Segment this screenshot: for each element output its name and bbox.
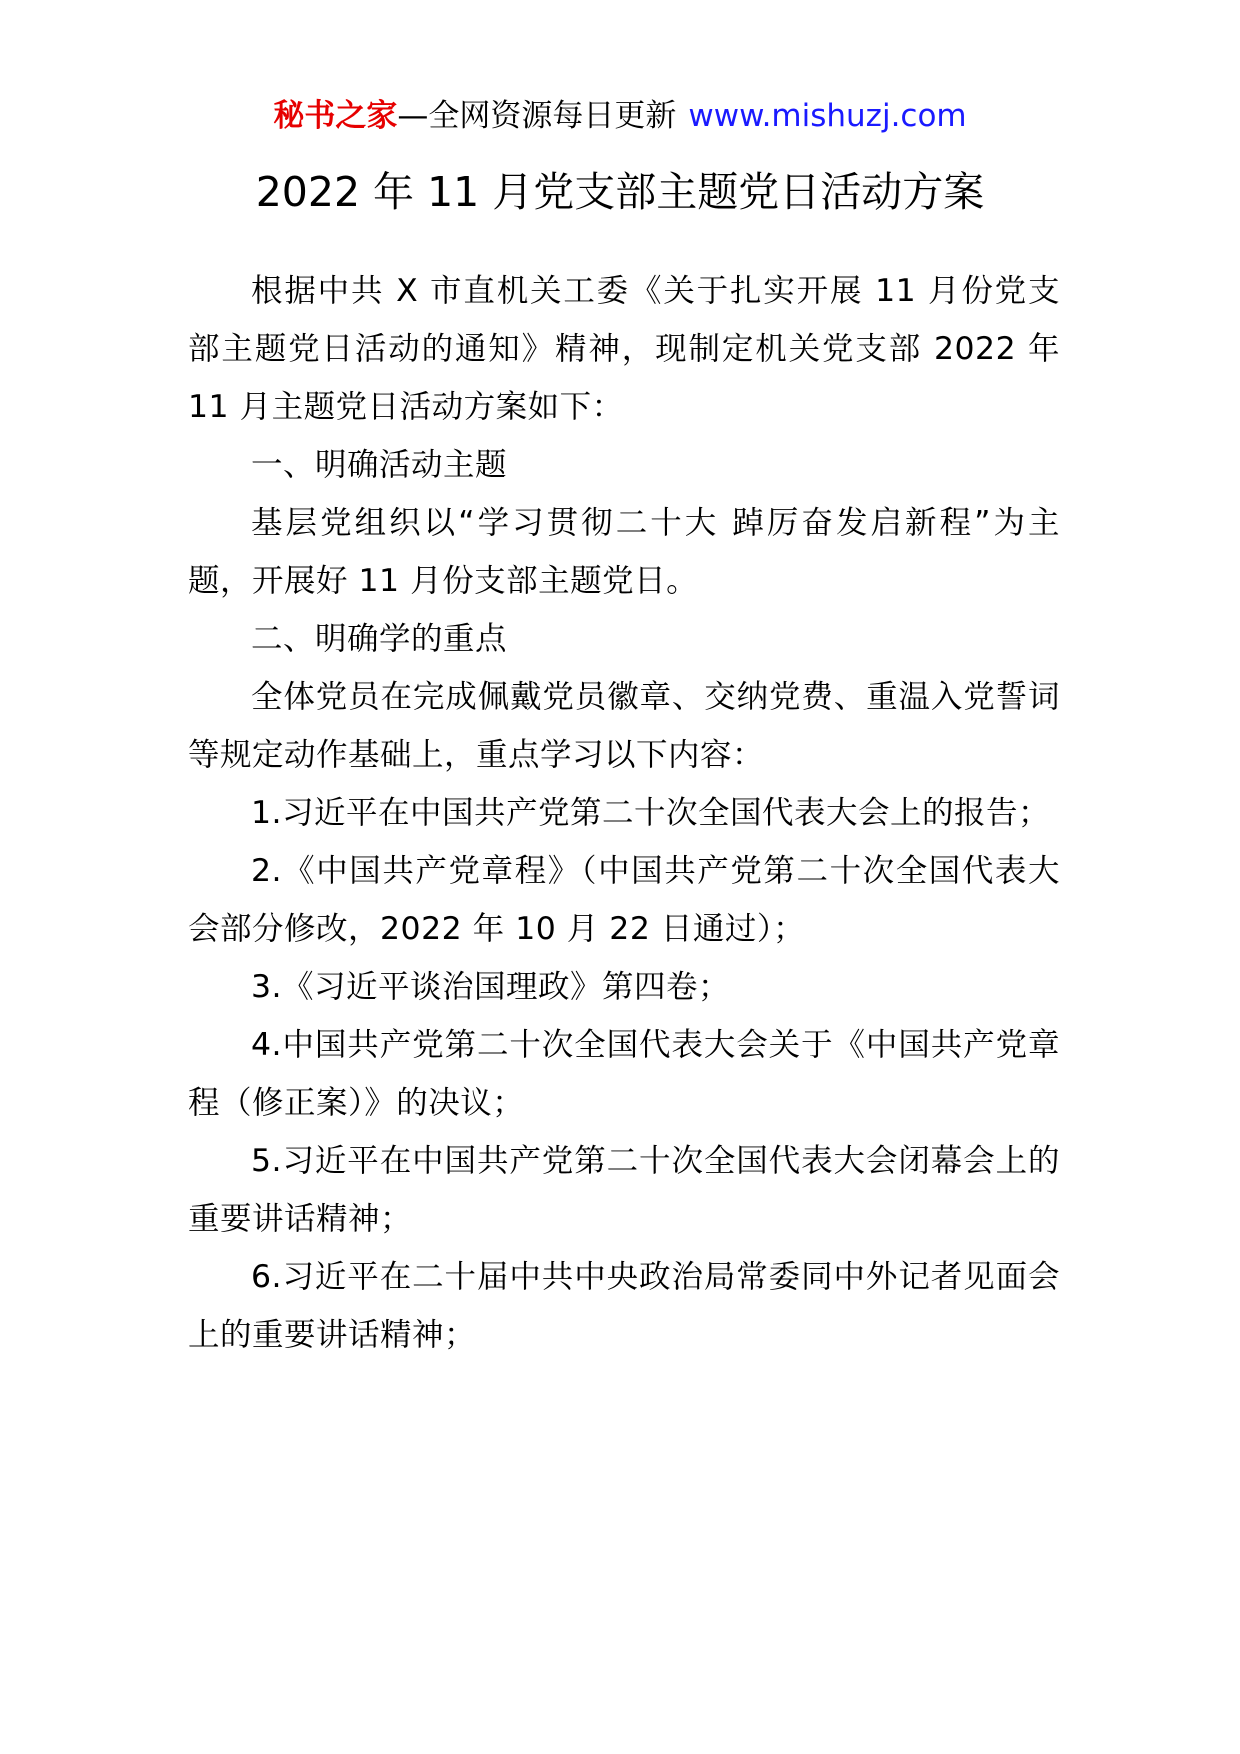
document-body	[188, 262, 1060, 1364]
heading-section-2: 二、明确学的重点	[251, 621, 508, 657]
site-header	[0, 96, 1240, 136]
paragraph-intro: 根据中共 X 市直机关工委《关于扎实开展 11 月份党支部主题党日活动的通知》精神，现制定机关党支部 2022 年 11 月主题党日活动方案如下：	[188, 273, 1060, 425]
site-url-link[interactable]: www.mishuzj.com	[688, 98, 967, 134]
site-brand: 秘书之家	[273, 98, 398, 134]
paragraph-study-intro: 全体党员在完成佩戴党员徽章、交纳党费、重温入党誓词等规定动作基础上，重点学习以下内容：	[188, 679, 1060, 773]
document-title: 2022 年 11 月党支部主题党日活动方案	[255, 168, 985, 216]
list-item-2: 2.《中国共产党章程》（中国共产党第二十次全国代表大会部分修改，2022 年 10 月 22 日通过）；	[188, 853, 1060, 947]
paragraph-theme: 基层党组织以“学习贯彻二十大 踔厉奋发启新程”为主题，开展好 11 月份支部主题党日。	[188, 505, 1060, 599]
list-item-5: 5.习近平在中国共产党第二十次全国代表大会闭幕会上的重要讲话精神；	[188, 1143, 1060, 1237]
heading-section-1: 一、明确活动主题	[251, 447, 508, 483]
list-item-3: 3.《习近平谈治国理政》第四卷；	[251, 969, 731, 1005]
list-item-4: 4.中国共产党第二十次全国代表大会关于《中国共产党章程（修正案）》的决议；	[188, 1027, 1060, 1121]
list-item-6: 6.习近平在二十届中共中央政治局常委同中外记者见面会上的重要讲话精神；	[188, 1259, 1060, 1353]
site-slogan: —全网资源每日更新	[397, 98, 677, 134]
list-item-1: 1.习近平在中国共产党第二十次全国代表大会上的报告；	[251, 795, 1051, 831]
